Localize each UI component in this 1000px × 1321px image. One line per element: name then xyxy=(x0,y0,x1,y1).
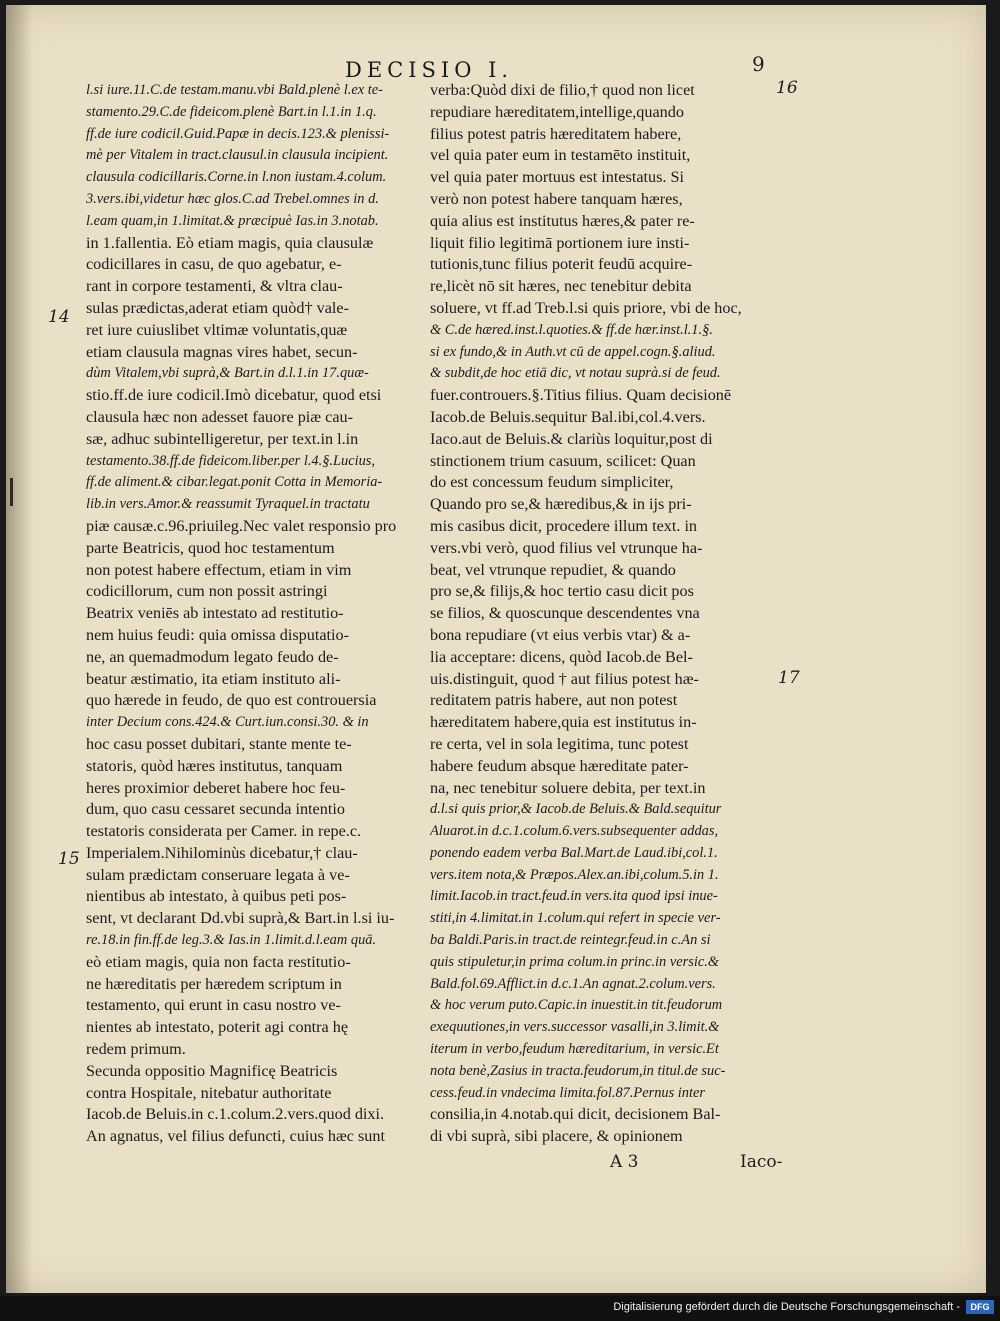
catchword: Iaco- xyxy=(740,1152,783,1172)
text-line: quis stipuletur,in prima colum.in princ.in versic.& xyxy=(430,953,719,970)
text-line: sulas prædictas,aderat etiam quòd† vale- xyxy=(86,298,349,317)
text-line: d.l.si quis prior,& Iacob.de Beluis.& Bald.sequitur xyxy=(430,801,722,818)
text-line: stio.ff.de iure codicil.Imò dicebatur, quod etsi xyxy=(86,386,382,405)
text-line: etiam clausula magnas vires habet, secun- xyxy=(86,342,358,361)
text-line: codicillares in casu, de quo agebatur, e- xyxy=(86,255,342,274)
text-line: nientibus ab intestato, à quibus peti pos- xyxy=(86,887,347,906)
text-line: uis.distinguit, quod † aut filius potest hæ- xyxy=(430,669,699,688)
text-line: limit.Iacob.in tract.feud.in vers.ita quod ipsi inue- xyxy=(430,888,718,905)
text-line: clausula hæc non adesset fauore piæ cau- xyxy=(86,407,353,426)
text-line: cess.feud.in vndecima limita.fol.87.Pernus inter xyxy=(430,1084,705,1101)
text-line: soluere, vt ff.ad Treb.l.si quis priore, vbi de hoc, xyxy=(430,298,742,317)
text-line: inter Decium cons.424.& Curt.iun.consi.30. & in xyxy=(86,714,369,731)
text-line: 3.vers.ibi,videtur hæc glos.C.ad Trebel.omnes in d. xyxy=(86,190,379,207)
text-line: hæreditatem habere,quia est institutus in- xyxy=(430,713,697,732)
text-line: l.eam quam,in 1.limitat.& præcipuè Ias.in 3.notab. xyxy=(86,212,379,229)
text-line: verò non potest habere tanquam hæres, xyxy=(430,189,683,208)
text-line: An agnatus, vel filius defuncti, cuius hæc sunt xyxy=(86,1127,385,1146)
text-line: consilia,in 4.notab.qui dicit, decisionem Bal- xyxy=(430,1105,721,1124)
text-line: bona repudiare (vt eius verbis vtar) & a- xyxy=(430,625,691,644)
text-line: rant in corpore testamenti, & vltra clau- xyxy=(86,277,343,296)
text-line: sulam prædictam conseruare legata à ve- xyxy=(86,865,350,884)
text-line: eò etiam magis, quia non facta restitutio- xyxy=(86,952,351,971)
text-line: si ex fundo,& in Auth.vt cū de appel.cogn.§.aliud. xyxy=(430,343,716,360)
text-line: ff.de aliment.& cibar.legat.ponit Cotta in Memoria- xyxy=(86,474,383,491)
text-line: hoc casu posset dubitari, stante mente te- xyxy=(86,734,352,753)
footer-credit: Digitalisierung gefördert durch die Deutsche Forschungsgemeinschaft - xyxy=(613,1301,960,1313)
text-line: testamento.38.ff.de fideicom.liber.per l.4.§.Lucius, xyxy=(86,452,375,469)
text-line: ff.de iure codicil.Guid.Papæ in decis.123.& plenissi- xyxy=(86,125,390,142)
text-line: Bald.fol.69.Afflict.in d.c.1.An agnat.2.colum.vers. xyxy=(430,975,716,992)
text-line: testamento, qui erunt in casu nostro ve- xyxy=(86,996,341,1015)
text-line: nientes ab intestato, poterit agi contra hę xyxy=(86,1018,349,1037)
text-line: beat, vel vtrunque repudiet, & quando xyxy=(430,560,676,579)
text-line: nota benè,Zasius in tracta.feudorum,in titul.de suc- xyxy=(430,1062,726,1079)
text-line: nem huius feudi: quia omissa disputatio- xyxy=(86,625,350,644)
text-line: exequutiones,in vers.successor vasalli,in 3.limit.& xyxy=(430,1019,720,1036)
text-line: vers.item nota,& Præpos.Alex.an.ibi,colum.5.in 1. xyxy=(430,866,719,883)
text-line: heres proximior deberet habere hoc feu- xyxy=(86,778,346,797)
text-line: stiti,in 4.limitat.in 1.colum.qui refert in specie ver- xyxy=(430,910,721,927)
right-text-column xyxy=(430,80,772,1148)
text-line: beatur æstimatio, ita etiam instituto ali- xyxy=(86,669,341,688)
text-line: Beatrix veniēs ab intestato ad restitutio- xyxy=(86,604,344,623)
text-line: Secunda oppositio Magnificę Beatricis xyxy=(86,1061,338,1080)
text-line: Aluarot.in d.c.1.colum.6.vers.subsequenter addas, xyxy=(430,823,719,840)
text-line: stinctionem trium casuum, scilicet: Quan xyxy=(430,451,696,470)
text-line: se filios, & quoscunque descendentes vna xyxy=(430,604,700,623)
text-line: re.18.in fin.ff.de leg.3.& Ias.in 1.limit.d.l.eam quā. xyxy=(86,932,377,949)
text-line: clausula codicillaris.Corne.in l.non iustam.4.colum. xyxy=(86,169,387,186)
text-line: & C.de hæred.inst.l.quoties.& ff.de hær.inst.l.1.§. xyxy=(430,321,713,338)
text-line: & subdit,de hoc etiā dic, vt notau suprà.si de feud. xyxy=(430,365,721,382)
text-line: verba:Quòd dixi de filio,† quod non licet xyxy=(430,81,695,99)
text-line: & hoc verum puto.Capic.in inuestit.in tit.feudorum xyxy=(430,997,723,1014)
text-line: ne hæreditatis per hæredem scriptum in xyxy=(86,974,342,993)
text-line: statoris, quòd hæres institutus, tanquam xyxy=(86,756,343,775)
text-line: in 1.fallentia. Eò etiam magis, quia clausulæ xyxy=(86,233,374,252)
page-gutter-shadow xyxy=(6,5,32,1293)
text-line: re certa, vel in sola legitima, tunc potest xyxy=(430,734,689,753)
text-line: l.si iure.11.C.de testam.manu.vbi Bald.plenè l.ex te- xyxy=(86,82,383,98)
text-line: piæ causæ.c.96.priuileg.Nec valet responsio pro xyxy=(86,516,397,535)
margin-number-17: 17 xyxy=(778,668,800,688)
text-line: Iacob.de Beluis.sequitur Bal.ibi,col.4.vers. xyxy=(430,407,706,426)
text-line: ne, an quemadmodum legato feudo de- xyxy=(86,647,339,666)
text-line: dùm Vitalem,vbi suprà,& Bart.in d.l.1.in 17.quæ- xyxy=(86,365,369,382)
text-line: re,licèt nō sit hæres, nec tenebitur debita xyxy=(430,277,692,296)
text-line: lib.in vers.Amor.& reassumit Tyraquel.in tractatu xyxy=(86,496,370,513)
digitization-footer xyxy=(0,1296,1000,1321)
margin-number-16: 16 xyxy=(776,78,798,98)
left-text-column xyxy=(86,80,428,1148)
text-line: iterum in verbo,feudum hæreditarium, in versic.Et xyxy=(430,1041,719,1058)
text-line: Imperialem.Nihilominùs dicebatur,† clau- xyxy=(86,843,358,862)
signature-mark: A 3 xyxy=(610,1152,639,1172)
text-line: Iaco.aut de Beluis.& clariùs loquitur,post di xyxy=(430,429,713,448)
text-line: reditatem patris habere, aut non potest xyxy=(430,691,678,710)
text-line: habere feudum absque hæreditate pater- xyxy=(430,756,689,775)
text-line: liquit filio legitimā portionem iure insti- xyxy=(430,233,690,252)
text-line: vers.vbi verò, quod filius vel vtrunque ha- xyxy=(430,538,703,557)
margin-number-14: 14 xyxy=(48,307,70,327)
text-line: repudiare hæreditatem,intellige,quando xyxy=(430,102,684,121)
text-line: vel quia pater eum in testamēto instituit, xyxy=(430,146,691,165)
text-line: vel quia pater mortuus est intestatus. Si xyxy=(430,168,685,187)
running-header: DECISIO I. xyxy=(345,58,514,82)
text-line: quo hærede in feudo, de quo est controuersia xyxy=(86,691,377,710)
text-line: redem primum. xyxy=(86,1040,186,1059)
text-line: sent, vt declarant Dd.vbi suprà,& Bart.in l.si iu- xyxy=(86,909,395,928)
text-line: contra Hospitale, nitebatur authoritate xyxy=(86,1083,332,1102)
text-line: non potest habere effectum, etiam in vim xyxy=(86,560,352,579)
dfg-logo: DFG xyxy=(966,1300,994,1314)
text-line: fuer.controuers.§.Titius filius. Quam decisionē xyxy=(430,386,732,405)
margin-mark xyxy=(10,478,13,506)
text-line: Iacob.de Beluis.in c.1.colum.2.vers.quod dixi. xyxy=(86,1105,385,1124)
text-line: ponendo eadem verba Bal.Mart.de Laud.ibi,col.1. xyxy=(430,844,718,861)
text-line: dum, quo casu cessaret secunda intentio xyxy=(86,800,345,819)
text-line: tutionis,tunc filius poterit feudū acquire- xyxy=(430,255,693,274)
text-line: mis casibus dicit, procedere illum text. in xyxy=(430,516,698,535)
folio-number: 9 xyxy=(752,52,765,76)
margin-number-15: 15 xyxy=(58,849,80,869)
text-line: sæ, adhuc subintelligeretur, per text.in l.in xyxy=(86,429,359,448)
text-line: stamento.29.C.de fideicom.plenè Bart.in l.1.in 1.q. xyxy=(86,103,377,120)
text-line: na, nec tenebitur soluere debita, per text.in xyxy=(430,778,706,797)
text-line: quia alius est institutus hæres,& pater re- xyxy=(430,211,695,230)
text-line: Quando pro se,& hæredibus,& in ijs pri- xyxy=(430,495,692,514)
text-line: do est concessum feudum simpliciter, xyxy=(430,473,674,492)
text-line: testatoris considerata per Camer. in repe.c. xyxy=(86,822,362,841)
text-line: ret iure cuiuslibet vltimæ voluntatis,quæ xyxy=(86,320,348,339)
text-line: pro se,& filijs,& hoc tertio casu dicit pos xyxy=(430,582,694,601)
text-line: di vbi suprà, sibi placere, & opinionem xyxy=(430,1127,683,1146)
text-line: parte Beatricis, quod hoc testamentum xyxy=(86,538,335,557)
text-line: mè per Vitalem in tract.clausul.in clausula incipient. xyxy=(86,147,389,164)
text-line: codicillorum, cum non possit astringi xyxy=(86,582,328,601)
text-line: filius potest patris hæreditatem habere, xyxy=(430,124,682,143)
text-line: lia acceptare: dicens, quòd Iacob.de Bel- xyxy=(430,647,693,666)
text-line: ba Baldi.Paris.in tract.de reintegr.feud.in c.An si xyxy=(430,932,711,949)
